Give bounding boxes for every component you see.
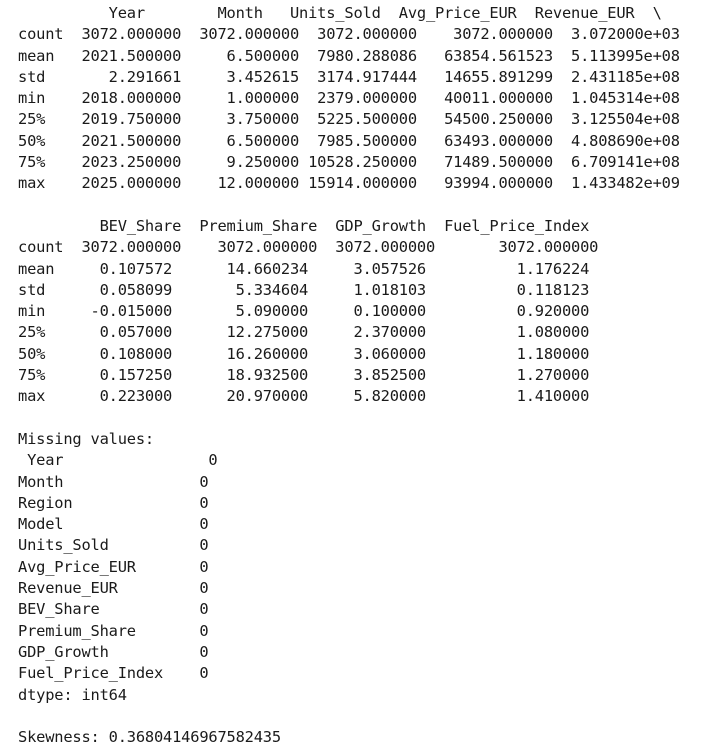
missing-row-avg-price: Avg_Price_EUR 0 [18, 557, 209, 576]
missing-row-year: Year 0 [18, 451, 218, 470]
missing-row-model: Model 0 [18, 515, 209, 534]
missing-row-premium-share: Premium_Share 0 [18, 621, 209, 640]
missing-row-units-sold: Units_Sold 0 [18, 536, 209, 555]
console-output [18, 3, 680, 748]
missing-row-fuel-price-index: Fuel_Price_Index 0 [18, 664, 209, 683]
missing-row-gdp-growth: GDP_Growth 0 [18, 642, 209, 661]
missing-values-title: Missing values: [18, 429, 154, 448]
describe-1-header: Year Month Units_Sold Avg_Price_EUR Revenue_EUR \ [18, 4, 662, 22]
describe-2-row-max: max 0.223000 20.970000 5.820000 1.410000 [18, 387, 590, 406]
missing-row-bev-share: BEV_Share 0 [18, 600, 209, 619]
blank-line [18, 195, 680, 216]
describe-1-row-75: 75% 2023.250000 9.250000 10528.250000 71489.500000 6.709141e+08 [18, 153, 680, 172]
describe-1-row-count: count 3072.000000 3072.000000 3072.000000 3072.000000 3.072000e+03 [18, 25, 680, 44]
missing-dtype: dtype: int64 [18, 685, 127, 704]
describe-1-row-mean: mean 2021.500000 6.500000 7980.288086 63854.561523 5.113995e+08 [18, 46, 680, 65]
describe-1-row-max: max 2025.000000 12.000000 15914.000000 93994.000000 1.433482e+09 [18, 174, 680, 193]
describe-2-row-count: count 3072.000000 3072.000000 3072.000000 3072.000000 [18, 238, 599, 257]
describe-2-row-std: std 0.058099 5.334604 1.018103 0.118123 [18, 280, 590, 299]
describe-1-row-std: std 2.291661 3.452615 3174.917444 14655.891299 2.431185e+08 [18, 67, 680, 86]
describe-2-row-50: 50% 0.108000 16.260000 3.060000 1.180000 [18, 344, 590, 363]
blank-line [18, 408, 680, 429]
describe-2-row-25: 25% 0.057000 12.275000 2.370000 1.080000 [18, 323, 590, 342]
describe-2-row-min: min -0.015000 5.090000 0.100000 0.920000 [18, 302, 590, 321]
describe-1-row-min: min 2018.000000 1.000000 2379.000000 40011.000000 1.045314e+08 [18, 89, 680, 108]
describe-1-row-25: 25% 2019.750000 3.750000 5225.500000 54500.250000 3.125504e+08 [18, 110, 680, 129]
blank-line [18, 706, 680, 727]
skewness-line: Skewness: 0.36804146967582435 [18, 728, 281, 747]
describe-1-row-50: 50% 2021.500000 6.500000 7985.500000 63493.000000 4.808690e+08 [18, 131, 680, 150]
missing-row-region: Region 0 [18, 493, 209, 512]
describe-2-header: BEV_Share Premium_Share GDP_Growth Fuel_Price_Index [18, 216, 590, 235]
missing-row-month: Month 0 [18, 472, 209, 491]
describe-2-row-75: 75% 0.157250 18.932500 3.852500 1.270000 [18, 366, 590, 385]
describe-2-row-mean: mean 0.107572 14.660234 3.057526 1.176224 [18, 259, 590, 278]
missing-row-revenue: Revenue_EUR 0 [18, 579, 209, 598]
